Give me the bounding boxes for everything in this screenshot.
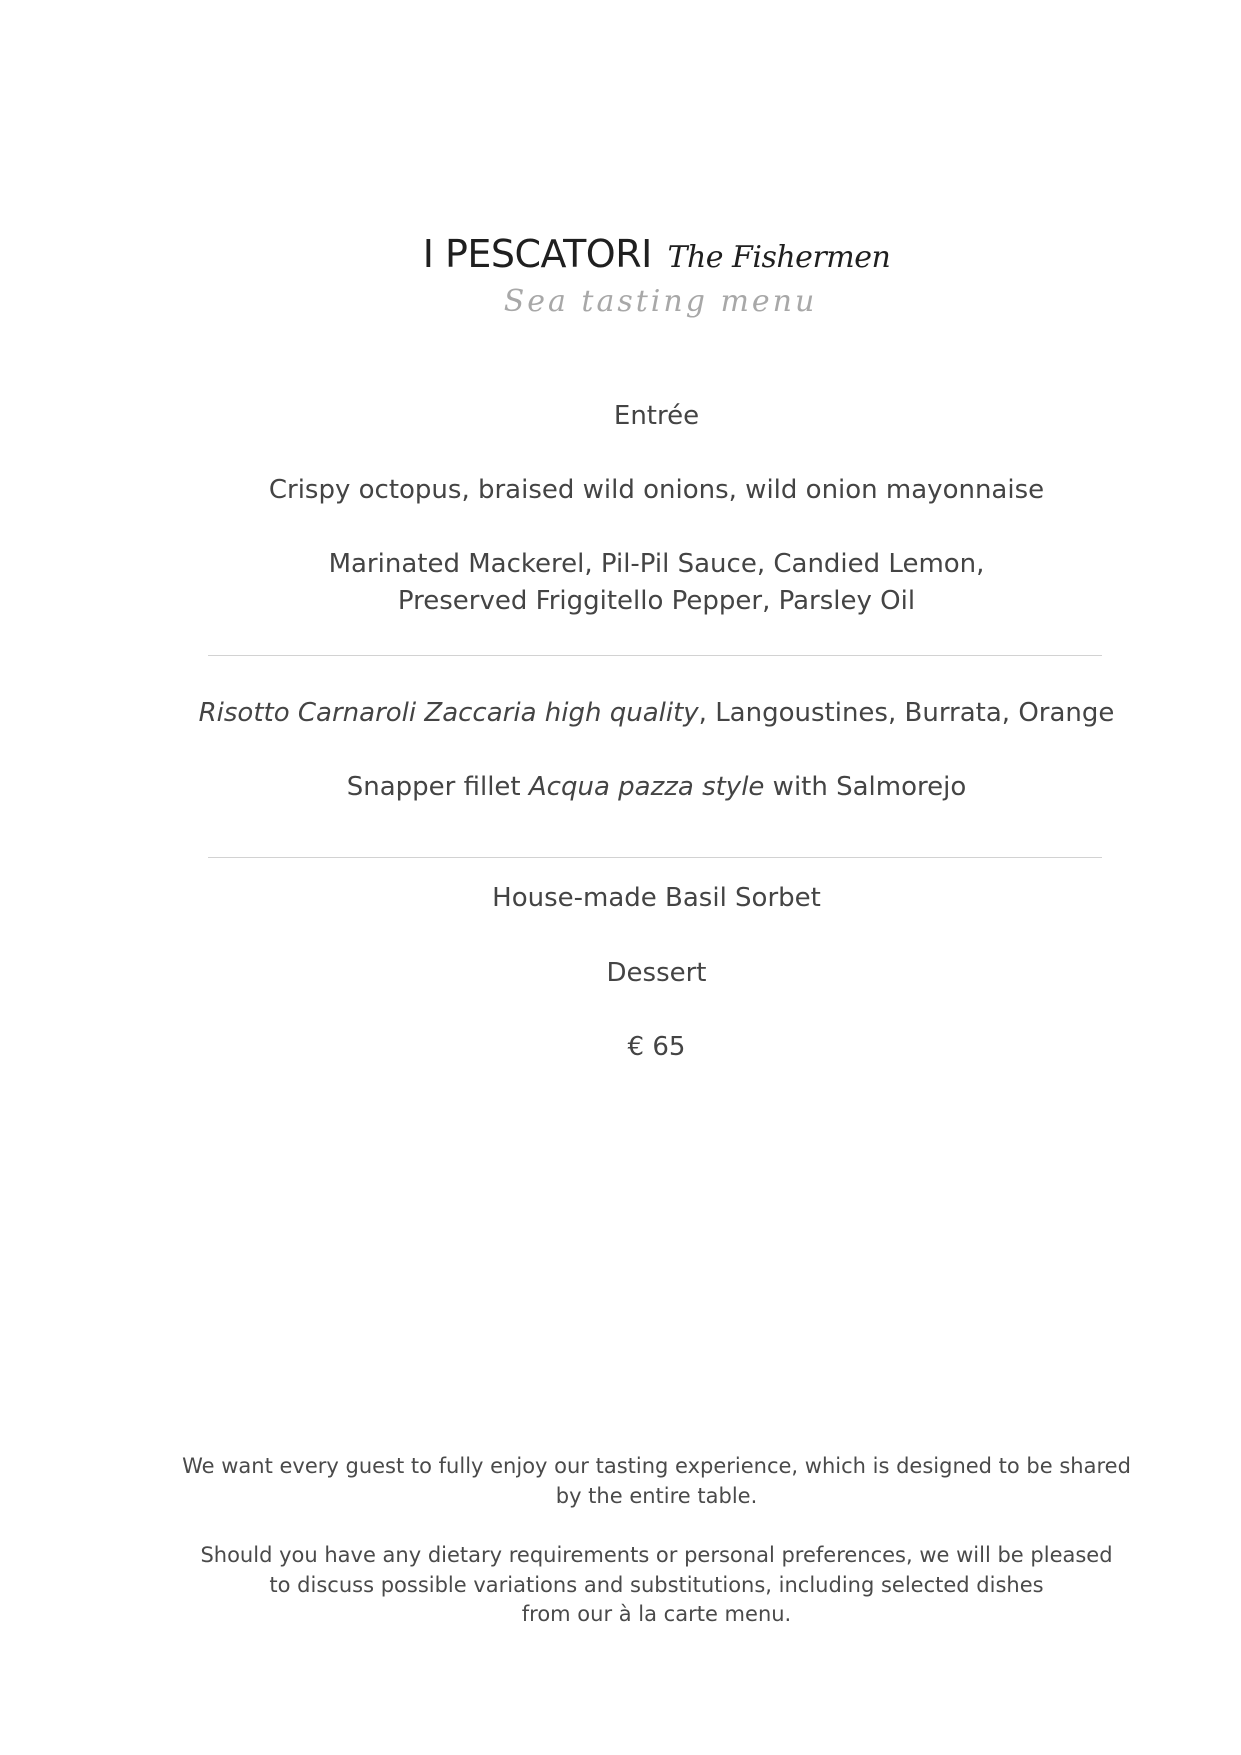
note-line-4: to discuss possible variations and substitutions, including selected dishes xyxy=(269,1573,1044,1597)
dish-mackerel-line-1: Marinated Mackerel, Pil-Pil Sauce, Candied Lemon, xyxy=(328,549,985,579)
dish-sorbet: House-made Basil Sorbet xyxy=(492,883,821,913)
dish-snapper-end: with Salmorejo xyxy=(764,772,967,802)
dish-snapper xyxy=(36,769,1241,805)
dish-mackerel-line-2: Preserved Friggitello Pepper, Parsley Oil xyxy=(397,586,916,616)
menu-title-main: I PESCATORI xyxy=(422,232,652,276)
dish-snapper-italic: Acqua pazza style xyxy=(528,772,765,802)
note-line-3: Should you have any dietary requirements or personal preferences, we will be pleased xyxy=(200,1543,1113,1567)
menu-subtitle: Sea tasting menu xyxy=(503,284,818,319)
dish-risotto-rest: , Langoustines, Burrata, Orange xyxy=(698,698,1115,728)
entree-label: Entrée xyxy=(613,401,700,431)
section-divider xyxy=(208,655,1102,656)
menu-header xyxy=(0,232,1241,322)
menu-title xyxy=(72,232,1241,280)
menu-price: € 65 xyxy=(627,1032,686,1062)
dish-octopus: Crispy octopus, braised wild onions, wild onion mayonnaise xyxy=(268,475,1045,505)
section-divider xyxy=(208,857,1102,858)
menu-title-translation: The Fishermen xyxy=(667,240,891,275)
dish-dessert: Dessert xyxy=(606,958,707,988)
note-line-5: from our à la carte menu. xyxy=(521,1602,792,1626)
dish-snapper-start: Snapper fillet xyxy=(346,772,529,802)
dish-risotto-italic: Risotto Carnaroli Zaccaria high quality xyxy=(198,698,699,728)
note-line-1: We want every guest to fully enjoy our tasting experience, which is designed to be shared xyxy=(182,1454,1131,1478)
dish-risotto xyxy=(36,695,1241,731)
note-line-2: by the entire table. xyxy=(555,1484,758,1508)
